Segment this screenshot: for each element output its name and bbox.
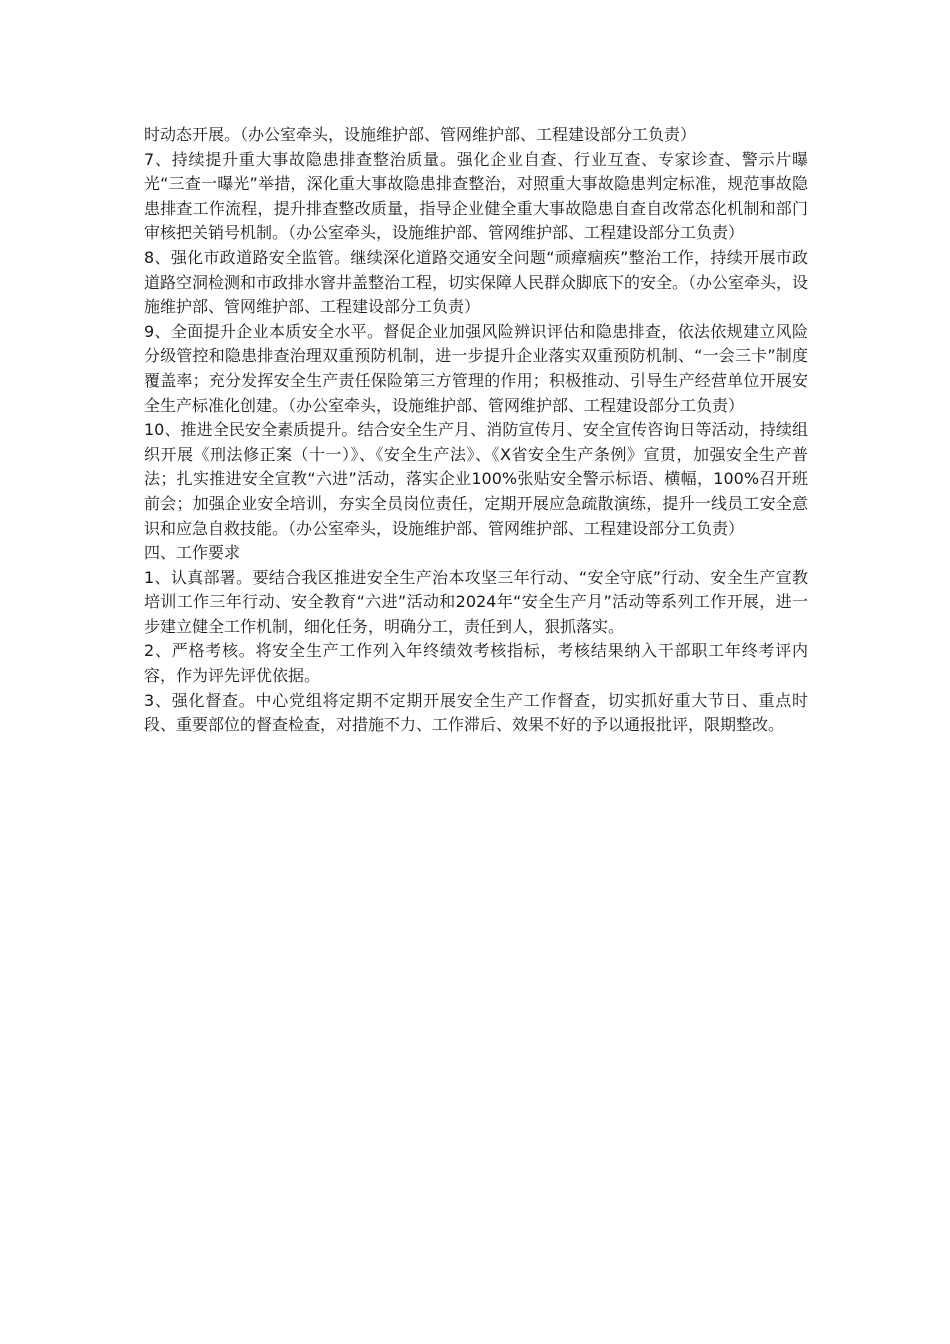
paragraph-requirement-3: 3、强化督查。中心党组将定期不定期开展安全生产工作督查，切实抓好重大节日、重点时段、重要部位的督查检查，对措施不力、工作滞后、效果不好的予以通报批评，限期整改。 [144,690,808,735]
paragraph-item-9: 9、全面提升企业本质安全水平。督促企业加强风险辨识评估和隐患排查，依法依规建立风险分级管控和隐患排查治理双重预防机制，进一步提升企业落实双重预防机制、“一会三卡”制度覆盖率；充分发挥安全生产责任保险第三方管理的作用；积极推动、引导生产经营单位开展安全生产标准化创建。（办公室牵头，设施维护部、管网维护部、工程建设部分工负责） [144,321,808,415]
paragraph-item-7: 7、持续提升重大事故隐患排查整治质量。强化企业自查、行业互查、专家诊查、警示片曝光“三查一曝光”举措，深化重大事故隐患排查整治，对照重大事故隐患判定标准，规范事故隐患排查工作流程，提升排查整改质量，指导企业健全重大事故隐患自查自改常态化机制和部门审核把关销号机制。（办公室牵头，设施维护部、管网维护部、工程建设部分工负责） [144,149,808,243]
paragraph-continuation: 时动态开展。（办公室牵头，设施维护部、管网维护部、工程建设部分工负责） [144,125,697,144]
paragraph-item-10: 10、推进全民安全素质提升。结合安全生产月、消防宣传月、安全宣传咨询日等活动，持续组织开展《刑法修正案（十一）》、《安全生产法》、《X省安全生产条例》宣贯，加强安全生产普法；扎实推进安全宣教“六进”活动，落实企业100%张贴安全警示标语、横幅，100%召开班前会；加强企业安全培训，夯实全员岗位责任，定期开展应急疏散演练，提升一线员工安全意识和应急自救技能。（办公室牵头，设施维护部、管网维护部、工程建设部分工负责） [144,420,808,538]
paragraph-requirement-1: 1、认真部署。要结合我区推进安全生产治本攻坚三年行动、“安全守底”行动、安全生产宣教培训工作三年行动、安全教育“六进”活动和2024年“安全生产月”活动等系列工作开展，进一步建立健全工作机制，细化任务，明确分工，责任到人，狠抓落实。 [144,567,808,636]
paragraph-requirement-2: 2、严格考核。将安全生产工作列入年终绩效考核指标，考核结果纳入干部职工年终考评内容，作为评先评优依据。 [144,641,808,686]
section-heading-work-requirements: 四、工作要求 [144,543,241,563]
paragraph-item-8: 8、强化市政道路安全监管。继续深化道路交通安全问题“顽瘴痼疾”整治工作，持续开展市政道路空洞检测和市政排水窨井盖整治工程，切实保障人民群众脚底下的安全。（办公室牵头，设施维护部、管网维护部、工程建设部分工负责） [144,247,809,317]
document-body [144,123,808,738]
